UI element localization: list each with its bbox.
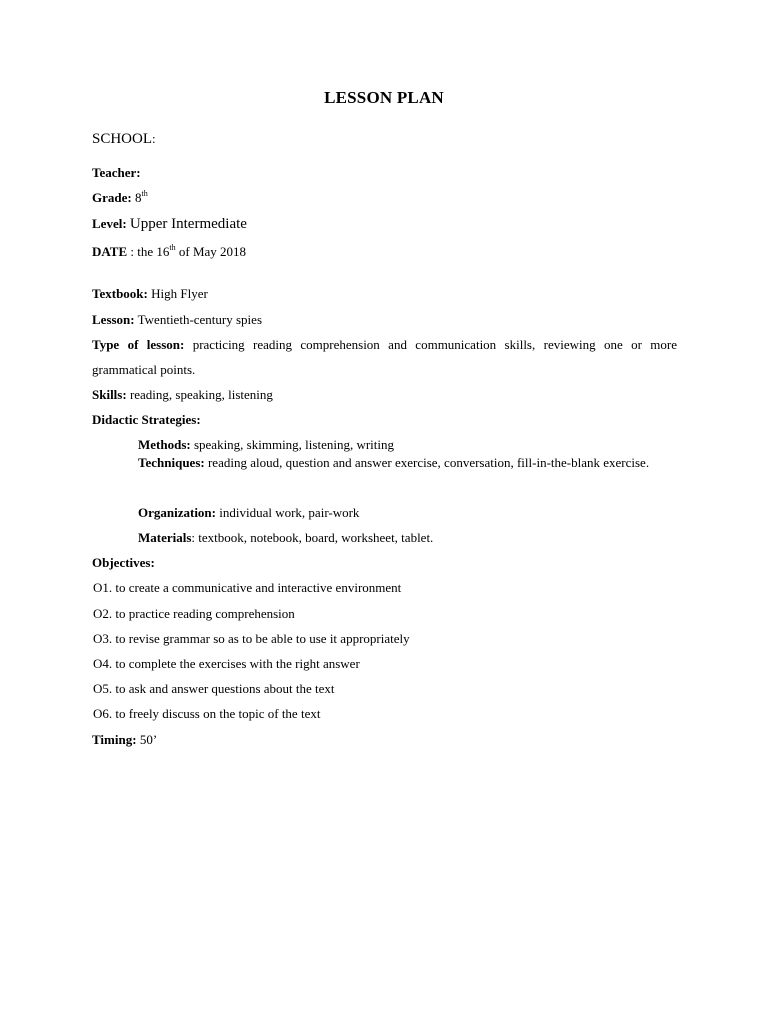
- teacher-line: [92, 165, 141, 181]
- lesson-label: Lesson:: [92, 312, 135, 327]
- level-line: [92, 216, 247, 232]
- list-item: O6. to freely discuss on the topic of the text: [93, 706, 321, 721]
- type-of-lesson-paragraph: [92, 332, 677, 382]
- organization-line: [138, 505, 359, 521]
- timing-label: Timing:: [92, 732, 137, 747]
- list-item: O2. to practice reading comprehension: [93, 606, 295, 621]
- materials-value: : textbook, notebook, board, worksheet, tablet.: [191, 530, 434, 545]
- date-suffix: of May 2018: [175, 244, 247, 259]
- techniques-label: Techniques:: [138, 455, 205, 470]
- textbook-value: High Flyer: [151, 286, 208, 301]
- date-prefix: : the 16: [127, 244, 170, 259]
- page-title: LESSON PLAN: [324, 88, 444, 107]
- list-item: O4. to complete the exercises with the right answer: [93, 656, 360, 671]
- textbook-line: [92, 286, 208, 302]
- grade-line: [92, 190, 148, 206]
- organization-value: individual work, pair-work: [219, 505, 360, 520]
- lesson-line: [92, 312, 262, 328]
- school-label: SCHOOL: [92, 131, 153, 147]
- list-item: O5. to ask and answer questions about the text: [93, 681, 335, 696]
- school-line: [92, 131, 156, 147]
- type-of-lesson-value: practicing reading comprehension and communication skills, reviewing one or more grammatical points.: [92, 337, 677, 377]
- materials-label: Materials: [138, 530, 192, 545]
- list-item: O1. to create a communicative and interactive environment: [93, 580, 402, 595]
- skills-label: Skills:: [92, 387, 127, 402]
- date-sup: th: [169, 242, 176, 252]
- methods-value: speaking, skimming, listening, writing: [193, 437, 395, 452]
- methods-label: Methods:: [138, 437, 191, 452]
- didactic-strategies-line: [92, 412, 201, 428]
- didactic-strategies-label: Didactic Strategies:: [92, 412, 201, 427]
- materials-line: [138, 530, 433, 546]
- level-value: Upper Intermediate: [129, 216, 247, 232]
- objectives-label: Objectives:: [92, 555, 155, 570]
- list-item: O3. to revise grammar so as to be able to use it appropriately: [93, 631, 410, 646]
- level-label: Level:: [92, 216, 127, 231]
- skills-value: reading, speaking, listening: [129, 387, 273, 402]
- grade-sup: th: [141, 188, 148, 198]
- objectives-heading: [92, 555, 155, 571]
- textbook-label: Textbook:: [92, 286, 148, 301]
- timing-value: 50’: [139, 732, 158, 747]
- timing-line: [92, 732, 157, 748]
- date-label: DATE: [92, 244, 128, 259]
- date-line: [92, 244, 246, 260]
- teacher-label: Teacher:: [92, 165, 141, 180]
- techniques-value: reading aloud, question and answer exercise, conversation, fill-in-the-blank exercise.: [207, 455, 650, 470]
- grade-label: Grade:: [92, 190, 132, 205]
- type-of-lesson-label: Type of lesson:: [92, 337, 185, 352]
- techniques-paragraph: [92, 450, 677, 475]
- grade-value: 8: [134, 190, 142, 205]
- organization-label: Organization:: [138, 505, 216, 520]
- school-value: :: [152, 131, 156, 146]
- lesson-value: Twentieth-century spies: [137, 312, 262, 327]
- skills-line: [92, 387, 273, 403]
